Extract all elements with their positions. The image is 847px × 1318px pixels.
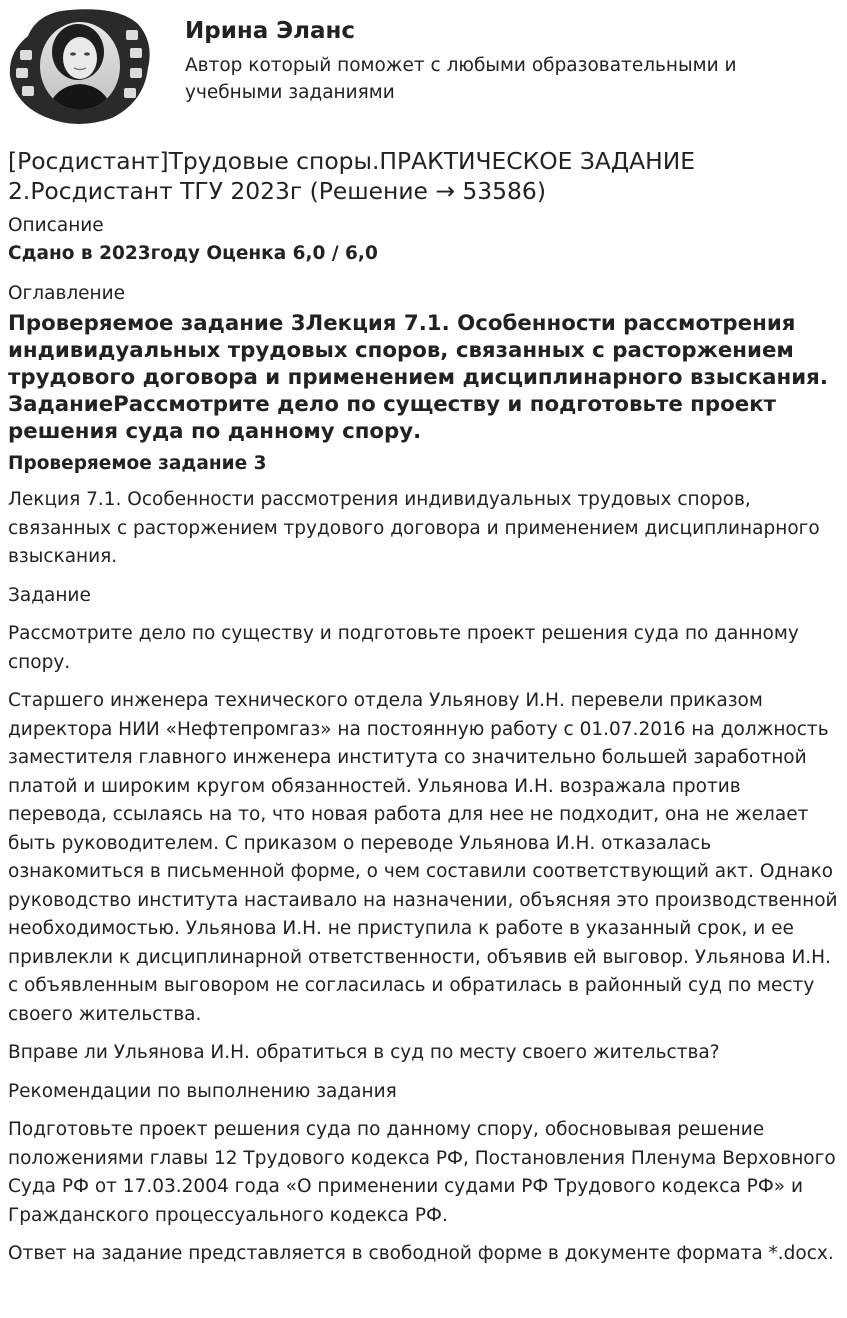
author-card (8, 6, 838, 126)
description-label: Описание (8, 215, 104, 236)
recommendations-label: Рекомендации по выполнению задания (8, 1080, 397, 1102)
recommendations-text: Подготовьте проект решения суда по данному спору, обосновывая решение положениями главы 12 Трудового кодекса РФ, Постановления Пленума Верховного Суда РФ от 17.03.2004 года «О применении судами РФ Трудового кодекса РФ» и Гражданского процессуального кодекса РФ. (8, 1119, 836, 1226)
document-content (8, 146, 840, 1279)
author-description: Автор который поможет с любыми образовательными и учебными заданиями (185, 55, 737, 103)
lecture-text: Лекция 7.1. Особенности рассмотрения индивидуальных трудовых споров, связанных с расторжением трудового договора и применением дисциплинарного взыскания. (8, 489, 820, 567)
film-frame-avatar-image (8, 6, 152, 126)
author-name[interactable]: Ирина Эланс (185, 18, 356, 44)
description-text: Сдано в 2023году Оценка 6,0 / 6,0 (8, 243, 378, 264)
answer-format-text: Ответ на задание представляется в свободной форме в документе формата *.docx. (8, 1243, 834, 1264)
author-avatar[interactable] (8, 6, 152, 126)
task-label: Задание (8, 584, 91, 606)
question-text: Вправе ли Ульянова И.Н. обратиться в суд по месту своего жительства? (8, 1042, 720, 1063)
toc-heading: Проверяемое задание 3Лекция 7.1. Особенности рассмотрения индивидуальных трудовых споров, связанных с расторжением трудового договора и применением дисциплинарного взыскания. ЗаданиеРассмотрите дело по существу и подготовьте проект решения суда по данному спору. (8, 311, 828, 444)
toc-label: Оглавление (8, 283, 126, 304)
document-title: [Росдистант]Трудовые споры.ПРАКТИЧЕСКОЕ ЗАДАНИЕ 2.Росдистант ТГУ 2023г (Решение → 53586) (8, 147, 695, 205)
task-text: Рассмотрите дело по существу и подготовьте проект решения суда по данному спору. (8, 623, 799, 673)
section-heading: Проверяемое задание 3 (8, 453, 267, 474)
case-text: Старшего инженера технического отдела Ульянову И.Н. перевели приказом директора НИИ «Нефтепромгаз» на постоянную работу с 01.07.2016 на должность заместителя главного инженера института со значительно большей заработной платой и широким кругом обязанностей. Ульянова И.Н. возражала против перевода, ссылаясь на то, что новая работа для нее не подходит, она не желает быть руководителем. С приказом о переводе Ульянова И.Н. отказалась ознакомиться в письменной форме, о чем составили соответствующий акт. Однако руководство института настаивало на назначении, объясняя это производственной необходимостью. Ульянова И.Н. не приступила к работе в указанный срок, и ее привлекли к дисциплинарной ответственности, объявив ей выговор. Ульянова И.Н. с объявленным выговором не согласилась и обратилась в районный суд по месту своего жительства. (8, 690, 838, 1025)
